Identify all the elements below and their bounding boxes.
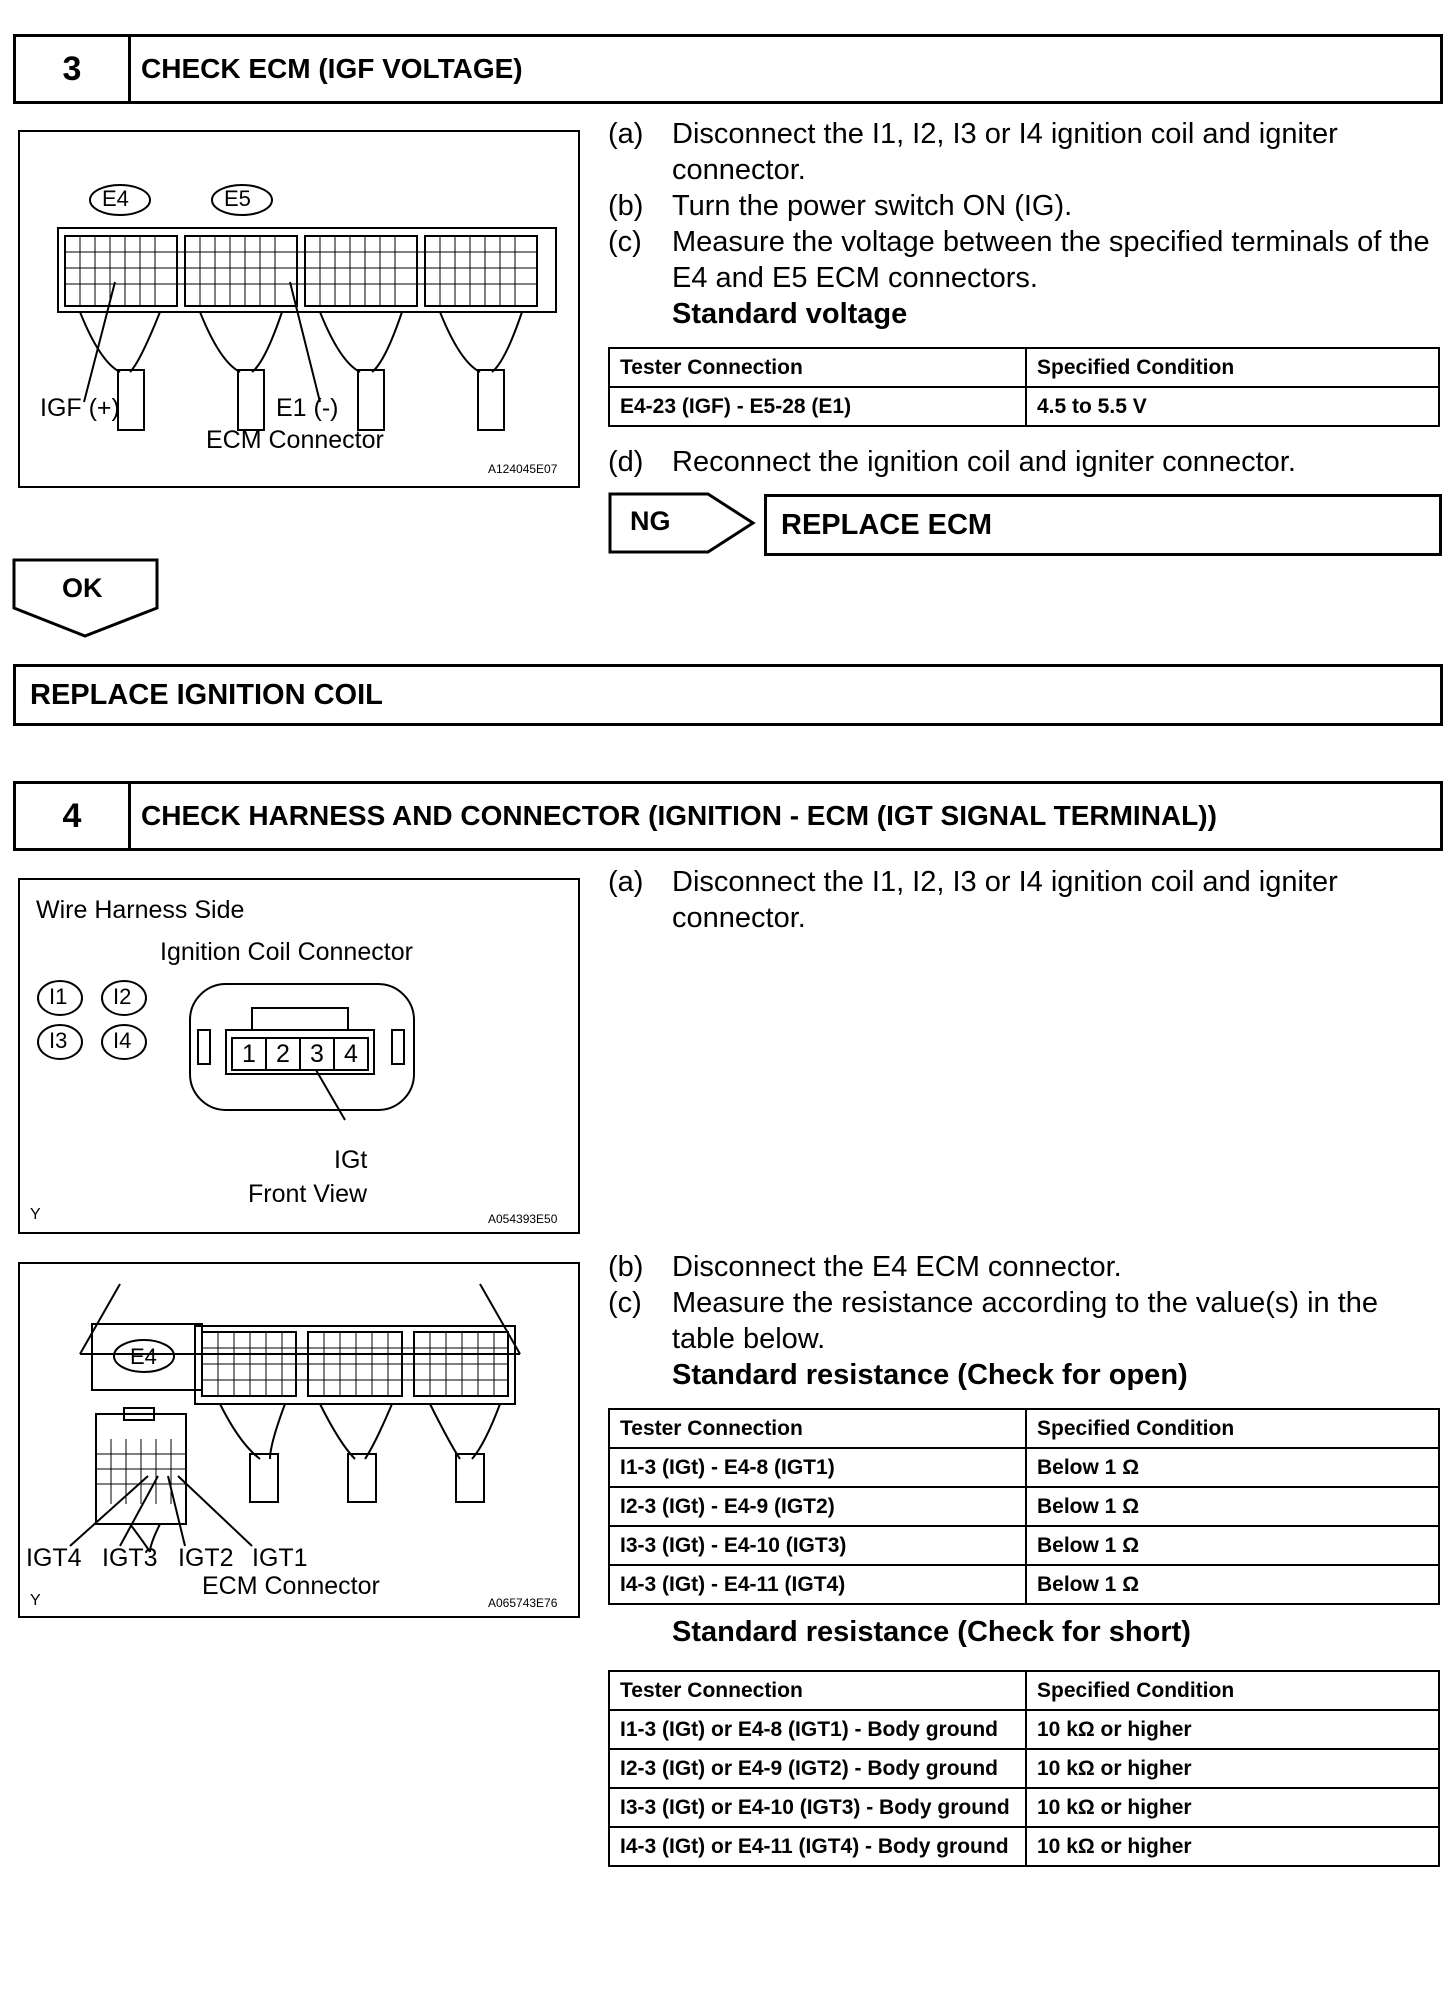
instruction-d: (d) Reconnect the ignition coil and igniter connector. [608,446,1296,478]
table-row: I2-3 (IGt) or E4-9 (IGT2) - Body ground 10 kΩ or higher [609,1749,1439,1788]
figure-caption: ECM Connector [202,1572,380,1600]
ok-action-box [13,664,1443,726]
ng-action-box [764,494,1442,556]
step-title: CHECK ECM (IGF VOLTAGE) [141,53,523,84]
table-row: I2-3 (IGt) - E4-9 (IGT2) Below 1 Ω [609,1487,1439,1526]
standard-voltage-heading: Standard voltage [672,298,908,330]
table-row: I3-3 (IGt) - E4-10 (IGT3) Below 1 Ω [609,1526,1439,1565]
step-4-instructions-bc [608,1249,1438,1393]
label-e4: E4 [102,186,129,211]
instruction-b: (b) Turn the power switch ON (IG). [608,190,1073,222]
igt-label: IGt [334,1146,368,1174]
circle-i1: I1 [49,984,68,1009]
front-view-label: Front View [248,1180,368,1208]
table-row: E4-23 (IGF) - E5-28 (E1) 4.5 to 5.5 V [609,387,1439,426]
figure-code: A124045E07 [488,462,558,476]
table-row: I1-3 (IGt) - E4-8 (IGT1) Below 1 Ω [609,1448,1439,1487]
figure-code: A054393E50 [488,1212,558,1226]
short-table [608,1670,1440,1867]
pin-1: 1 [242,1040,256,1068]
pin-2: 2 [276,1040,290,1068]
igt2-label: IGT2 [178,1544,234,1572]
table-header-row [609,348,1439,387]
instruction-a: (a) Disconnect the I1, I2, I3 or I4 ignition coil and igniter connector. [608,118,1338,186]
table-row: I4-3 (IGt) or E4-11 (IGT4) - Body ground 10 kΩ or higher [609,1827,1439,1866]
circle-i4: I4 [113,1028,132,1053]
ignition-coil-connector-figure [18,878,580,1234]
ok-action: REPLACE IGNITION COIL [30,678,383,711]
label-e5: E5 [224,186,251,211]
figure-code: A065743E76 [488,1596,558,1610]
table-header-row: Tester Connection Specified Condition [609,1409,1439,1448]
header-tester: Tester Connection [609,348,1026,387]
short-heading: Standard resistance (Check for short) [672,1616,1191,1648]
step-4-header [13,781,1443,851]
pin-3: 3 [310,1040,324,1068]
y-mark: Y [30,1206,41,1223]
pin-4: 4 [344,1040,358,1068]
y-mark: Y [30,1592,41,1609]
table-row: I4-3 (IGt) - E4-11 (IGT4) Below 1 Ω [609,1565,1439,1604]
label-e1: E1 (-) [276,394,339,422]
step-title: CHECK HARNESS AND CONNECTOR (IGNITION - ECM (IGT SIGNAL TERMINAL)) [141,800,1217,831]
step-number: 3 [16,37,131,101]
wire-harness-side: Wire Harness Side [36,896,245,924]
ng-action: REPLACE ECM [781,508,993,541]
label-e4: E4 [130,1344,157,1369]
instruction-c: (c) Measure the resistance according to the value(s) in the table below. [608,1287,1379,1355]
instruction-b: (b) Disconnect the E4 ECM connector. [608,1251,1122,1283]
circle-i2: I2 [113,984,132,1009]
circle-i3: I3 [49,1028,68,1053]
table-header-row: Tester Connection Specified Condition [609,1671,1439,1710]
ok-label: OK [62,573,103,603]
table-row: I3-3 (IGt) or E4-10 (IGT3) - Body ground 10 kΩ or higher [609,1788,1439,1827]
igt3-label: IGT3 [102,1544,158,1572]
open-heading: Standard resistance (Check for open) [672,1359,1188,1391]
ecm-connector-figure [18,130,580,488]
step-number: 4 [16,784,131,848]
ignition-coil-connector-label: Ignition Coil Connector [160,938,413,966]
table-row: I1-3 (IGt) or E4-8 (IGT1) - Body ground 10 kΩ or higher [609,1710,1439,1749]
instruction-c: (c) Measure the voltage between the specified terminals of the E4 and E5 ECM connectors. [608,226,1430,294]
ecm-connector-figure-2 [18,1262,580,1618]
open-table [608,1408,1440,1605]
igt1-label: IGT1 [252,1544,308,1572]
header-condition: Specified Condition [1026,348,1439,387]
label-igf: IGF (+) [40,394,120,422]
step-4-instruction-a: (a) Disconnect the I1, I2, I3 or I4 ignition coil and igniter connector. [608,866,1338,934]
ng-label: NG [630,506,671,536]
figure-caption: ECM Connector [206,426,384,454]
voltage-table [608,347,1440,427]
step-3-instructions [608,116,1438,332]
step-3-header [13,34,1443,104]
igt4-label: IGT4 [26,1544,82,1572]
